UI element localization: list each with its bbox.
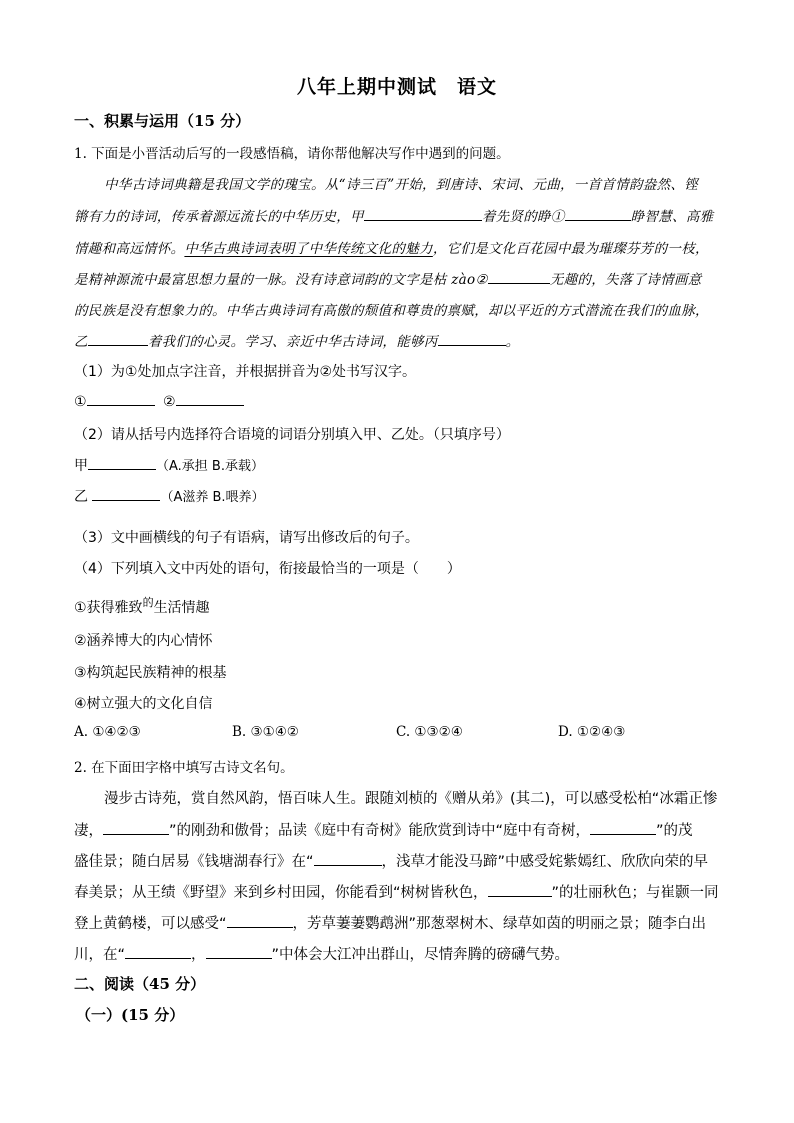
question-1-stem: 1. 下面是小晋活动后写的一段感悟稿，请你帮他解决写作中遇到的问题。 [74, 146, 510, 162]
q2-line-4 [74, 881, 719, 902]
underlined-sentence: 中华古典诗词表明了中华传统文化的魅力 [184, 241, 433, 257]
passage-text: 着先贤的睁① [481, 209, 565, 225]
q2-text: ”的茂 [656, 823, 693, 839]
sub-question-4: （4）下列填入文中丙处的语句，衔接最恰当的一项是（ ） [74, 561, 461, 577]
passage-text: 无趣的，失落了诗情画意 [549, 272, 702, 288]
passage-text: 锵有力的诗词，传承着源远流长的中华历史，甲 [74, 209, 364, 225]
q2-line-3 [74, 850, 708, 871]
list-item-text: 生活情趣 [153, 600, 210, 616]
passage-line-1: 中华古诗词典籍是我国文学的瑰宝。从“诗三百”开始，到唐诗、宋词、元曲，一首首情韵盎然、铿 [104, 177, 699, 193]
passage-text: 着我们的心灵。学习、亲近中华古诗词，能够丙 [147, 334, 438, 350]
q2-blank-2[interactable] [590, 822, 656, 835]
q2-line-1: 漫步古诗苑，赏自然风韵，悟百味人生。跟随刘桢的《赠从弟》(其二)，可以感受松柏“冰霜正惨 [104, 791, 718, 807]
answer-blank-1[interactable] [87, 393, 155, 406]
answer-yi-blank[interactable] [92, 488, 160, 501]
section-1-heading: 一、积累与运用（15 分） [74, 112, 251, 130]
section-2-subheading: （一）(15 分） [76, 1006, 185, 1024]
page-title: 八年上期中测试 语文 [296, 76, 497, 98]
passage-line-3 [74, 237, 709, 257]
list-item-4: ④树立强大的文化自信 [74, 696, 213, 712]
q2-text: ， [191, 947, 206, 963]
blank-jia[interactable] [364, 208, 482, 221]
passage-text: 睁智慧、高雅 [630, 209, 714, 225]
list-item-superscript: 的 [142, 596, 154, 609]
q2-text: 登上黄鹤楼，可以感受“ [74, 916, 227, 932]
q2-blank-4[interactable] [488, 884, 552, 897]
passage-line-4 [74, 268, 702, 288]
answer-blank-2[interactable] [176, 393, 244, 406]
list-item-2: ②涵养博大的内心情怀 [74, 633, 213, 649]
blank-bing[interactable] [438, 333, 506, 346]
passage-text: 。 [505, 334, 520, 350]
passage-text: 乙 [74, 334, 88, 350]
q2-text: 春美景；从王绩《野望》来到乡村田园，你能看到“树树皆秋色， [74, 885, 488, 901]
q2-text: 盛佳景；随白居易《钱塘湖春行》在“ [74, 854, 314, 870]
list-item-text: ①获得雅致 [74, 600, 143, 616]
q2-blank-6[interactable] [125, 946, 191, 959]
section-2-heading: 二、阅读（45 分） [74, 975, 206, 993]
passage-line-5: 的民族是没有想象力的。中华古典诗词有高傲的颓值和尊贵的禀赋，却以平近的方式潜流在我们的血脉， [74, 303, 709, 319]
blank-yi[interactable] [88, 333, 148, 346]
question-2-stem: 2. 在下面田字格中填写古诗文名句。 [74, 760, 294, 776]
q2-blank-7[interactable] [206, 946, 272, 959]
q2-text: ，芳草萋萋鹦鹉洲”那葱翠树木、绿草如茵的明丽之景；随李白出 [292, 916, 707, 932]
answer-label-2: ② [163, 394, 176, 410]
list-item-1 [74, 597, 210, 617]
option-d[interactable]: D. ①②④③ [558, 724, 626, 740]
q2-blank-1[interactable] [103, 822, 169, 835]
q2-text: ”中体会大江冲出群山，尽情奔腾的磅礴气势。 [271, 947, 570, 963]
q2-line-2 [74, 819, 693, 840]
q2-line-5 [74, 912, 706, 933]
sub-question-3: （3）文中画横线的句子有语病，请写出修改后的句子。 [74, 530, 419, 546]
answer-jia-options: （A.承担 B.承载） [156, 459, 264, 474]
passage-text: ，它们是文化百花园中最为璀璨芬芳的一枝， [432, 241, 709, 257]
q2-text: ，浅草才能没马蹄”中感受姹紫嫣红、欣欣向荣的早 [381, 854, 709, 870]
answer-jia-blank[interactable] [88, 457, 156, 470]
q2-blank-5[interactable] [227, 915, 293, 928]
answer-yi-label: 乙 [74, 489, 88, 505]
q2-text: ”的壮丽秋色；与崔颢一同 [551, 885, 719, 901]
q2-text: ”的刚劲和傲骨；品读《庭中有奇树》能欣赏到诗中“庭中有奇树， [169, 823, 591, 839]
sub-question-2: （2）请从括号内选择符合语境的词语分别填入甲、乙处。（只填序号） [74, 427, 510, 443]
sub-question-1: （1）为①处加点字注音，并根据拼音为②处书写汉字。 [74, 364, 417, 380]
passage-text: 是精神源流中最富思想力量的一脉。没有诗意词韵的文字是枯 zào② [74, 272, 488, 288]
passage-line-2 [74, 205, 713, 225]
answer-yi [74, 486, 265, 506]
list-item-3: ③构筑起民族精神的根基 [74, 665, 227, 681]
answer-jia-label: 甲 [74, 458, 88, 474]
option-b[interactable]: B. ③①④② [232, 724, 299, 740]
option-c[interactable]: C. ①③②④ [396, 724, 463, 740]
option-a[interactable]: A. ①④②③ [74, 724, 141, 740]
q2-line-6 [74, 943, 569, 964]
q2-text: 川，在“ [74, 947, 126, 963]
answer-line-1 [74, 393, 244, 410]
answer-jia [74, 455, 264, 475]
q2-text: 凄， [74, 823, 103, 839]
blank-2[interactable] [488, 271, 550, 284]
answer-yi-options: （A滋养 B.喂养） [160, 490, 265, 505]
blank-1[interactable] [565, 208, 631, 221]
q2-blank-3[interactable] [314, 853, 382, 866]
answer-label-1: ① [74, 394, 87, 410]
passage-text: 情趣和高远情怀。 [74, 241, 185, 257]
passage-line-6 [74, 330, 519, 350]
